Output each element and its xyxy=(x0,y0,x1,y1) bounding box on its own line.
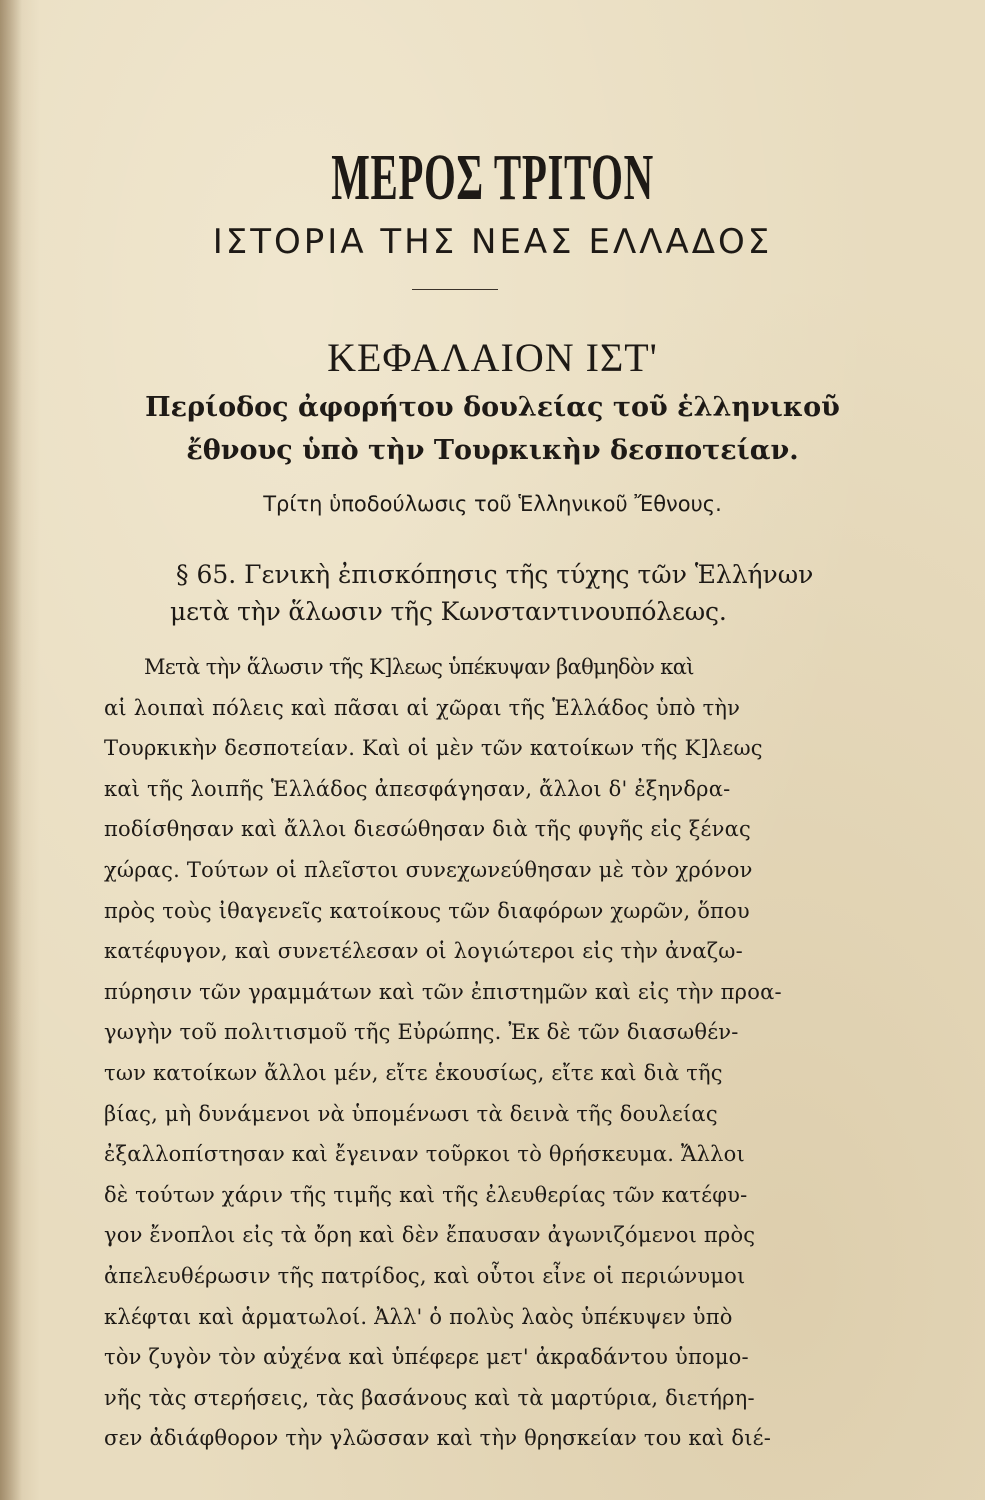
section-heading-line: § 65. Γενικὴ ἐπισκόπησις τῆς τύχης τῶν Ἑλλήνων xyxy=(176,560,814,589)
section-heading-line: μετὰ τὴν ἅλωσιν τῆς Κωνσταντινουπόλεως. xyxy=(170,597,727,626)
third-subjugation-heading: Τρίτη ὑποδούλωσις τοῦ Ἑλληνικοῦ Ἔθνους. xyxy=(263,492,722,516)
divider-rule xyxy=(412,289,498,290)
body-line: πύρησιν τῶν γραμμάτων καὶ τῶν ἐπιστημῶν καὶ εἰς τὴν προα- xyxy=(104,979,782,1004)
body-line: νῆς τὰς στερήσεις, τὰς βασάνους καὶ τὰ μαρτύρια, διετήρη- xyxy=(104,1385,755,1410)
body-line: χώρας. Τούτων οἱ πλεῖστοι συνεχωνεύθησαν μὲ τὸν χρόνον xyxy=(104,857,753,882)
body-paragraph xyxy=(104,647,824,1459)
body-line: ποδίσθησαν καὶ ἄλλοι διεσώθησαν διὰ τῆς φυγῆς εἰς ξένας xyxy=(104,817,751,842)
body-line: τὸν ζυγὸν τὸν αὐχένα καὶ ὑπέφερε μετ' ἀκραδάντου ὑπομο- xyxy=(104,1345,749,1370)
body-line: καὶ τῆς λοιπῆς Ἑλλάδος ἀπεσφάγησαν, ἄλλοι δ' ἐξηνδρα- xyxy=(104,776,731,801)
body-line: γον ἔνοπλοι εἰς τὰ ὄρη καὶ δὲν ἔπαυσαν ἀγωνιζόμενοι πρὸς xyxy=(104,1223,756,1248)
body-line: κλέφται καὶ ἁρματωλοί. Ἀλλ' ὁ πολὺς λαὸς ὑπέκυψεν ὑπὸ xyxy=(104,1304,733,1329)
body-line: βίας, μὴ δυνάμενοι νὰ ὑπομένωσι τὰ δεινὰ τῆς δουλείας xyxy=(104,1101,718,1126)
body-line: των κατοίκων ἄλλοι μέν, εἴτε ἑκουσίως, εἴτε καὶ διὰ τῆς xyxy=(104,1060,723,1085)
body-line: σεν ἀδιάφθορον τὴν γλῶσσαν καὶ τὴν θρησκείαν του καὶ διέ- xyxy=(104,1426,772,1451)
body-line: γωγὴν τοῦ πολιτισμοῦ τῆς Εὐρώπης. Ἐκ δὲ τῶν διασωθέν- xyxy=(104,1020,739,1045)
period-title-line: ἔθνους ὑπὸ τὴν Τουρκικὴν δεσποτείαν. xyxy=(186,435,799,466)
body-line: ἐξαλλοπίστησαν καὶ ἔγειναν τοῦρκοι τὸ θρήσκευμα. Ἄλλοι xyxy=(104,1142,745,1167)
part-subtitle: ΙΣΤΟΡΙΑ ΤΗΣ ΝΕΑΣ ΕΛΛΑΔΟΣ xyxy=(212,222,773,262)
body-line: αἱ λοιπαὶ πόλεις καὶ πᾶσαι αἱ χῶραι τῆς Ἑλλάδος ὑπὸ τὴν xyxy=(104,695,741,720)
chapter-heading: ΚΕΦΑΛΑΙΟΝ ΙΣΤ' xyxy=(327,335,658,380)
body-line: κατέφυγον, καὶ συνετέλεσαν οἱ λογιώτεροι εἰς τὴν ἀναζω- xyxy=(104,939,743,964)
section-heading xyxy=(170,556,856,630)
period-title-line: Περίοδος ἀφορήτου δουλείας τοῦ ἑλληνικοῦ xyxy=(145,392,840,423)
body-line: Τουρκικὴν δεσποτείαν. Καὶ οἱ μὲν τῶν κατοίκων τῆς Κ]λεως xyxy=(104,736,763,761)
body-line: δὲ τούτων χάριν τῆς τιμῆς καὶ τῆς ἐλευθερίας τῶν κατέφυ- xyxy=(104,1182,748,1207)
body-line: Μετὰ τὴν ἅλωσιν τῆς Κ]λεως ὑπέκυψαν βαθμηδὸν καὶ xyxy=(144,655,694,679)
body-line: πρὸς τοὺς ἰθαγενεῖς κατοίκους τῶν διαφόρων χωρῶν, ὅπου xyxy=(104,898,750,923)
body-line: ἀπελευθέρωσιν τῆς πατρίδος, καὶ οὗτοι εἶνε οἱ περιώνυμοι xyxy=(104,1263,746,1288)
part-title: ΜΕΡΟΣ ΤΡΙΤΟΝ xyxy=(331,141,654,214)
period-title xyxy=(100,386,885,472)
